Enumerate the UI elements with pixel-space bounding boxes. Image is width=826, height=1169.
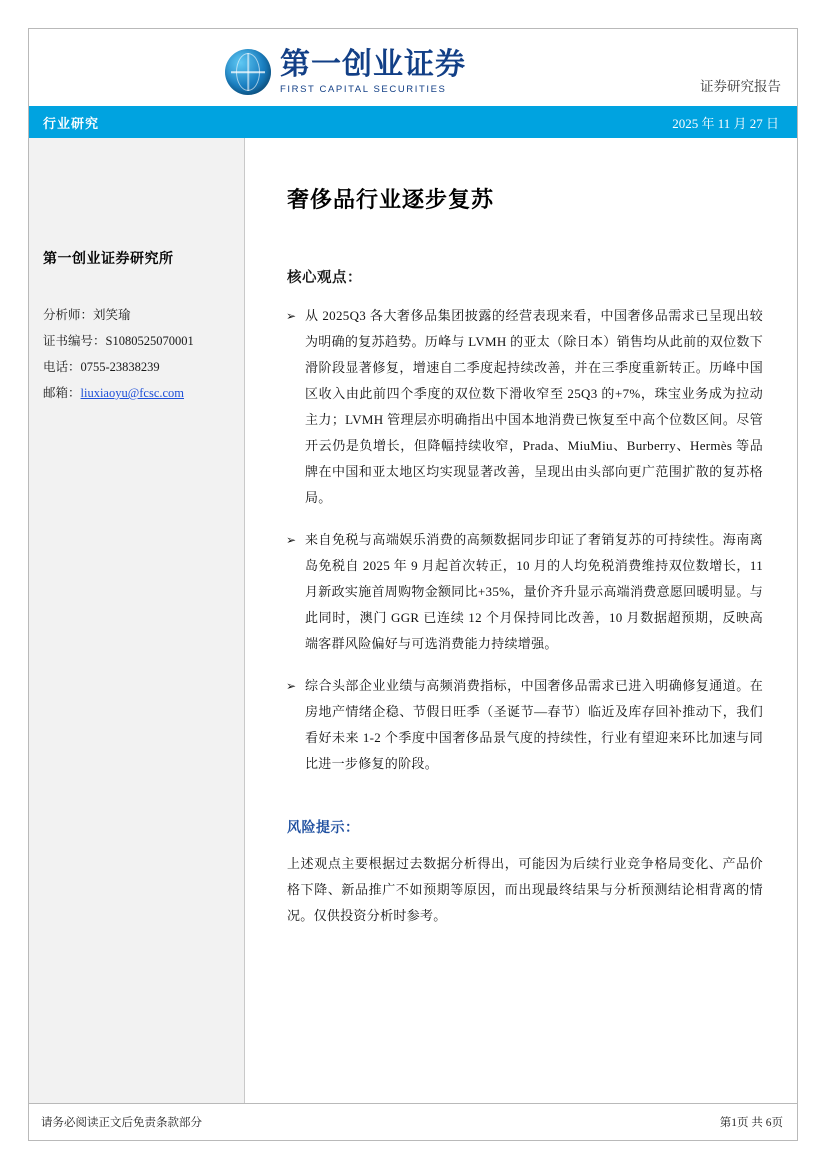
list-item-text: 从 2025Q3 各大奢侈品集团披露的经营表现来看，中国奢侈品需求已呈现出较为明确的复苏趋势。历峰与 LVMH 的亚太（除日本）销售均从此前的双位数下滑阶段显著修复，增速自二季度起持续改善，并在三季度重新转正。历峰中国区收入由此前四个季度的双位数下滑收窄至 25Q3 的+7%，珠宝业务成为拉动主力；LVMH 管理层亦明确指出中国本地消费已恢复至中高个位数区间。尽管开云仍是负增长，但降幅持续收窄，Prada、MiuMiu、Burberry、Hermès 等品牌在中国和亚太地区均实现显著改善，呈现出由头部向更广范围扩散的复苏格局。 xyxy=(305,308,763,505)
email-link[interactable]: liuxiaoyu@fcsc.com xyxy=(80,386,185,400)
category-bar xyxy=(29,106,797,138)
footer-divider xyxy=(29,1103,797,1104)
page-title: 奢侈品行业逐步复苏 xyxy=(287,187,495,212)
analyst-name: 分析师：刘笑瑜 xyxy=(43,308,131,322)
category-label: 行业研究 xyxy=(43,116,100,131)
report-date: 2025 年 11 月 27 日 xyxy=(672,116,779,131)
logo-chinese-name: 第一创业证券 xyxy=(280,47,466,81)
main-content xyxy=(245,138,797,1103)
footer-page-number: 第1页 共 6页 xyxy=(719,1117,783,1129)
list-item xyxy=(267,527,763,657)
core-view-list xyxy=(267,303,763,777)
phone-number: 电话：0755-23838239 xyxy=(43,360,160,374)
core-view-heading: 核心观点： xyxy=(287,270,362,286)
institute-name: 第一创业证券研究所 xyxy=(43,252,174,267)
certificate-number: 证书编号：S1080525070001 xyxy=(43,334,194,348)
list-item-text: 综合头部企业业绩与高频消费指标，中国奢侈品需求已进入明确修复通道。在房地产情绪企稳、节假日旺季（圣诞节—春节）临近及库存回补推动下，我们看好未来 1-2 个季度中国奢侈品景气度的持续性，行业有望迎来环比加速与同比进一步修复的阶段。 xyxy=(305,678,763,771)
footer-disclaimer: 请务必阅读正文后免责条款部分 xyxy=(41,1117,202,1129)
report-header xyxy=(29,29,797,106)
logo-english-name: FIRST CAPITAL SECURITIES xyxy=(280,83,447,95)
report-footer xyxy=(29,1108,797,1140)
report-type-label: 证券研究报告 xyxy=(700,79,781,94)
globe-icon xyxy=(225,49,271,95)
risk-text: 上述观点主要根据过去数据分析得出，可能因为后续行业竞争格局变化、产品价格下降、新品推广不如预期等原因，而出现最终结果与分析预测结论相背离的情况。仅供投资分析时参考。 xyxy=(287,856,763,923)
list-item xyxy=(267,673,763,777)
list-item-text: 来自免税与高端娱乐消费的高频数据同步印证了奢销复苏的可持续性。海南离岛免税自 2025 年 9 月起首次转正，10 月的人均免税消费维持双位数增长，11 月新政实施首周购物金额同比+35%，量价齐升显示高端消费意愿回暖明显。与此同时，澳门 GGR 已连续 12 个月保持同比改善，10 月数据超预期，反映高端客群风险偏好与可选消费能力持续增强。 xyxy=(305,532,763,651)
list-item xyxy=(267,303,763,511)
sidebar xyxy=(29,138,244,1103)
bullet-marker-icon: ➢ xyxy=(286,309,297,323)
email-row xyxy=(43,380,230,406)
bullet-marker-icon: ➢ xyxy=(286,679,297,693)
bullet-marker-icon: ➢ xyxy=(286,533,297,547)
company-logo xyxy=(225,49,466,95)
risk-heading: 风险提示： xyxy=(287,821,360,836)
email-label: 邮箱： xyxy=(43,386,81,400)
